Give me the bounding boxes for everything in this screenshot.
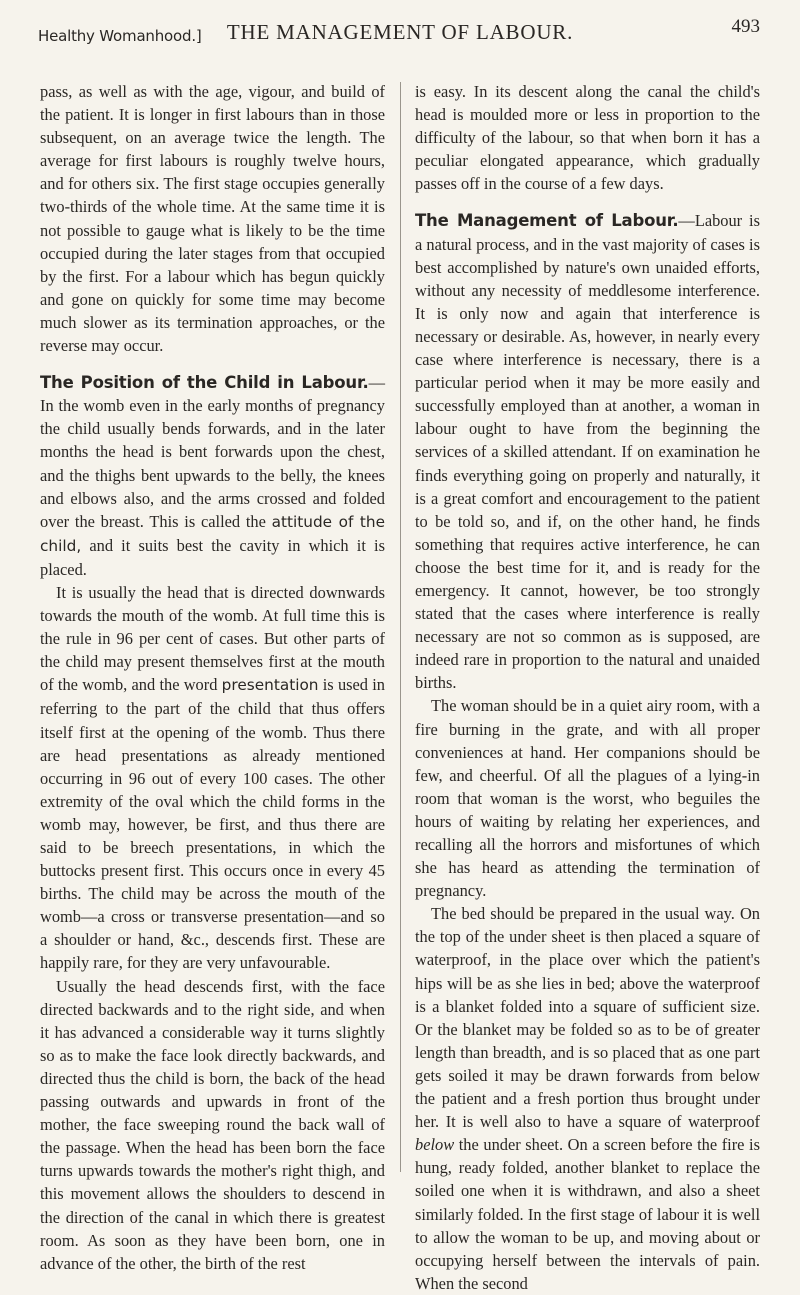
paragraph: The Management of Labour.—Labour is a natural process, and in the vast majority of cases is best accomplished by nature's own unaided efforts, without any necessity of meddlesome interference. It is only now and again that interference is necessary or desirable. As, however, in nearly every case where interference is necessary, there is a particular period when it may be more easily and successfully employed than at another, a woman in labour ought to have from the beginning the services of a skilled attendant. If on examination he finds everything going on properly and naturally, it is a great comfort and encouragement to the patient to be told so, and if, on the other hand, he finds something that requires active interference, he can choose the best time for it, and is ready for the emergency. It cannot, however, be too strongly stated that the cases where interference is really necessary are not so common as is supposed, are indeed rare in proportion to the natural and unaided births. xyxy=(415,211,760,693)
paragraph: The woman should be in a quiet airy room, with a fire burning in the grate, and with all proper conveniences at hand. Her companions should be few, and cheerful. Of all the plagues of a lying-in room that woman is the worst, who beguiles the hours of waiting by relating her experiences, and recalling all the horrors and misfortunes of which she has heard as attending the termination of pregnancy. xyxy=(415,696,760,901)
page-title: THE MANAGEMENT OF LABOUR. xyxy=(226,20,574,44)
running-head-left: Healthy Womanhood.] xyxy=(38,27,202,45)
section-heading: The Position of the Child in Labour. xyxy=(40,373,369,393)
running-header xyxy=(38,14,762,46)
section-heading: The Management of Labour. xyxy=(415,211,679,231)
term: attitude of the child, xyxy=(40,512,385,555)
term: presentation xyxy=(221,676,319,695)
emphasis: below xyxy=(415,1135,455,1155)
paragraph: Usually the head descends first, with the face directed backwards and to the right side, and when it has advanced a considerable way it turns slightly so as to make the face look directly backwards, and directed thus the child is born, the back of the head passing outwards and upwards in front of the mother, the face sweeping round the back wall of the passage. When the head has been born the face turns upwards towards the mother's right thigh, and this movement allows the shoulders to descend in the direction of the canal in which there is greatest room. As soon as they have been born, one in advance of the other, the birth of the rest xyxy=(40,976,385,1273)
paragraph: pass, as well as with the age, vigour, and build of the patient. It is longer in first labours than in those subsequent, on an average twice the length. The average for first labours is roughly twelve hours, and for others six. The first stage occupies generally two-thirds of the whole time. At the same time it is not possible to gauge what is likely to be the time occupied during the later stages from that occupied by the first. For a labour which has begun quickly and gone on quickly for some time may become much slower as its termination approaches, or the reverse may occur. xyxy=(40,82,385,356)
left-column xyxy=(40,80,385,1275)
column-divider xyxy=(400,82,401,1172)
right-column xyxy=(415,80,760,1295)
paragraph: is easy. In its descent along the canal the child's head is moulded more or less in proportion to the difficulty of the labour, so that when born it has a peculiar elongated appearance, which gradually passes off in the course of a few days. xyxy=(415,82,760,194)
page-number: 493 xyxy=(731,16,760,37)
paragraph: The Position of the Child in Labour.—In the womb even in the early months of pregnancy the child usually bends forwards, and in the later months the head is bent forwards upon the chest, and the thighs bent upwards to the belly, the knees and elbows also, and the arms crossed and folded over the breast. This is called the attitude of the child, and it suits best the cavity in which it is placed. xyxy=(40,373,385,579)
paragraph: The bed should be prepared in the usual way. On the top of the under sheet is then placed a square of waterproof, in the place over which the patient's hips will be as she lies in bed; above the waterproof is a blanket folded into a square of sufficient size. Or the blanket may be folded so as to be of greater length than breadth, and is so placed that as one part gets soiled it may be drawn forwards from below the patient and a fresh portion thus brought under her. It is well also to have a square of waterproof below the under sheet. On a screen before the fire is hung, ready folded, another blanket to replace the soiled one when it is withdrawn, and also a sheet similarly folded. In the first stage of labour it is well to allow the woman to be up, and moving about or occupying herself between the intervals of pain. When the second xyxy=(415,904,760,1293)
paragraph: It is usually the head that is directed downwards towards the mouth of the womb. At full time this is the rule in 96 per cent of cases. But other parts of the child may present themselves first at the mouth of the womb, and the word presentation is used in referring to the part of the child that thus offers itself first at the opening of the womb. Thus there are head presentations as already mentioned occurring in 96 out of every 100 cases. The other extremity of the oval which the child forms in the womb may, however, be first, and thus there are said to be breech presentations, in which the buttocks present first. This occurs once in every 45 births. The child may be across the mouth of the womb—a cross or transverse presentation—and so a shoulder or hand, &c., descends first. These are happily rare, for they are very unfavourable. xyxy=(40,582,385,973)
